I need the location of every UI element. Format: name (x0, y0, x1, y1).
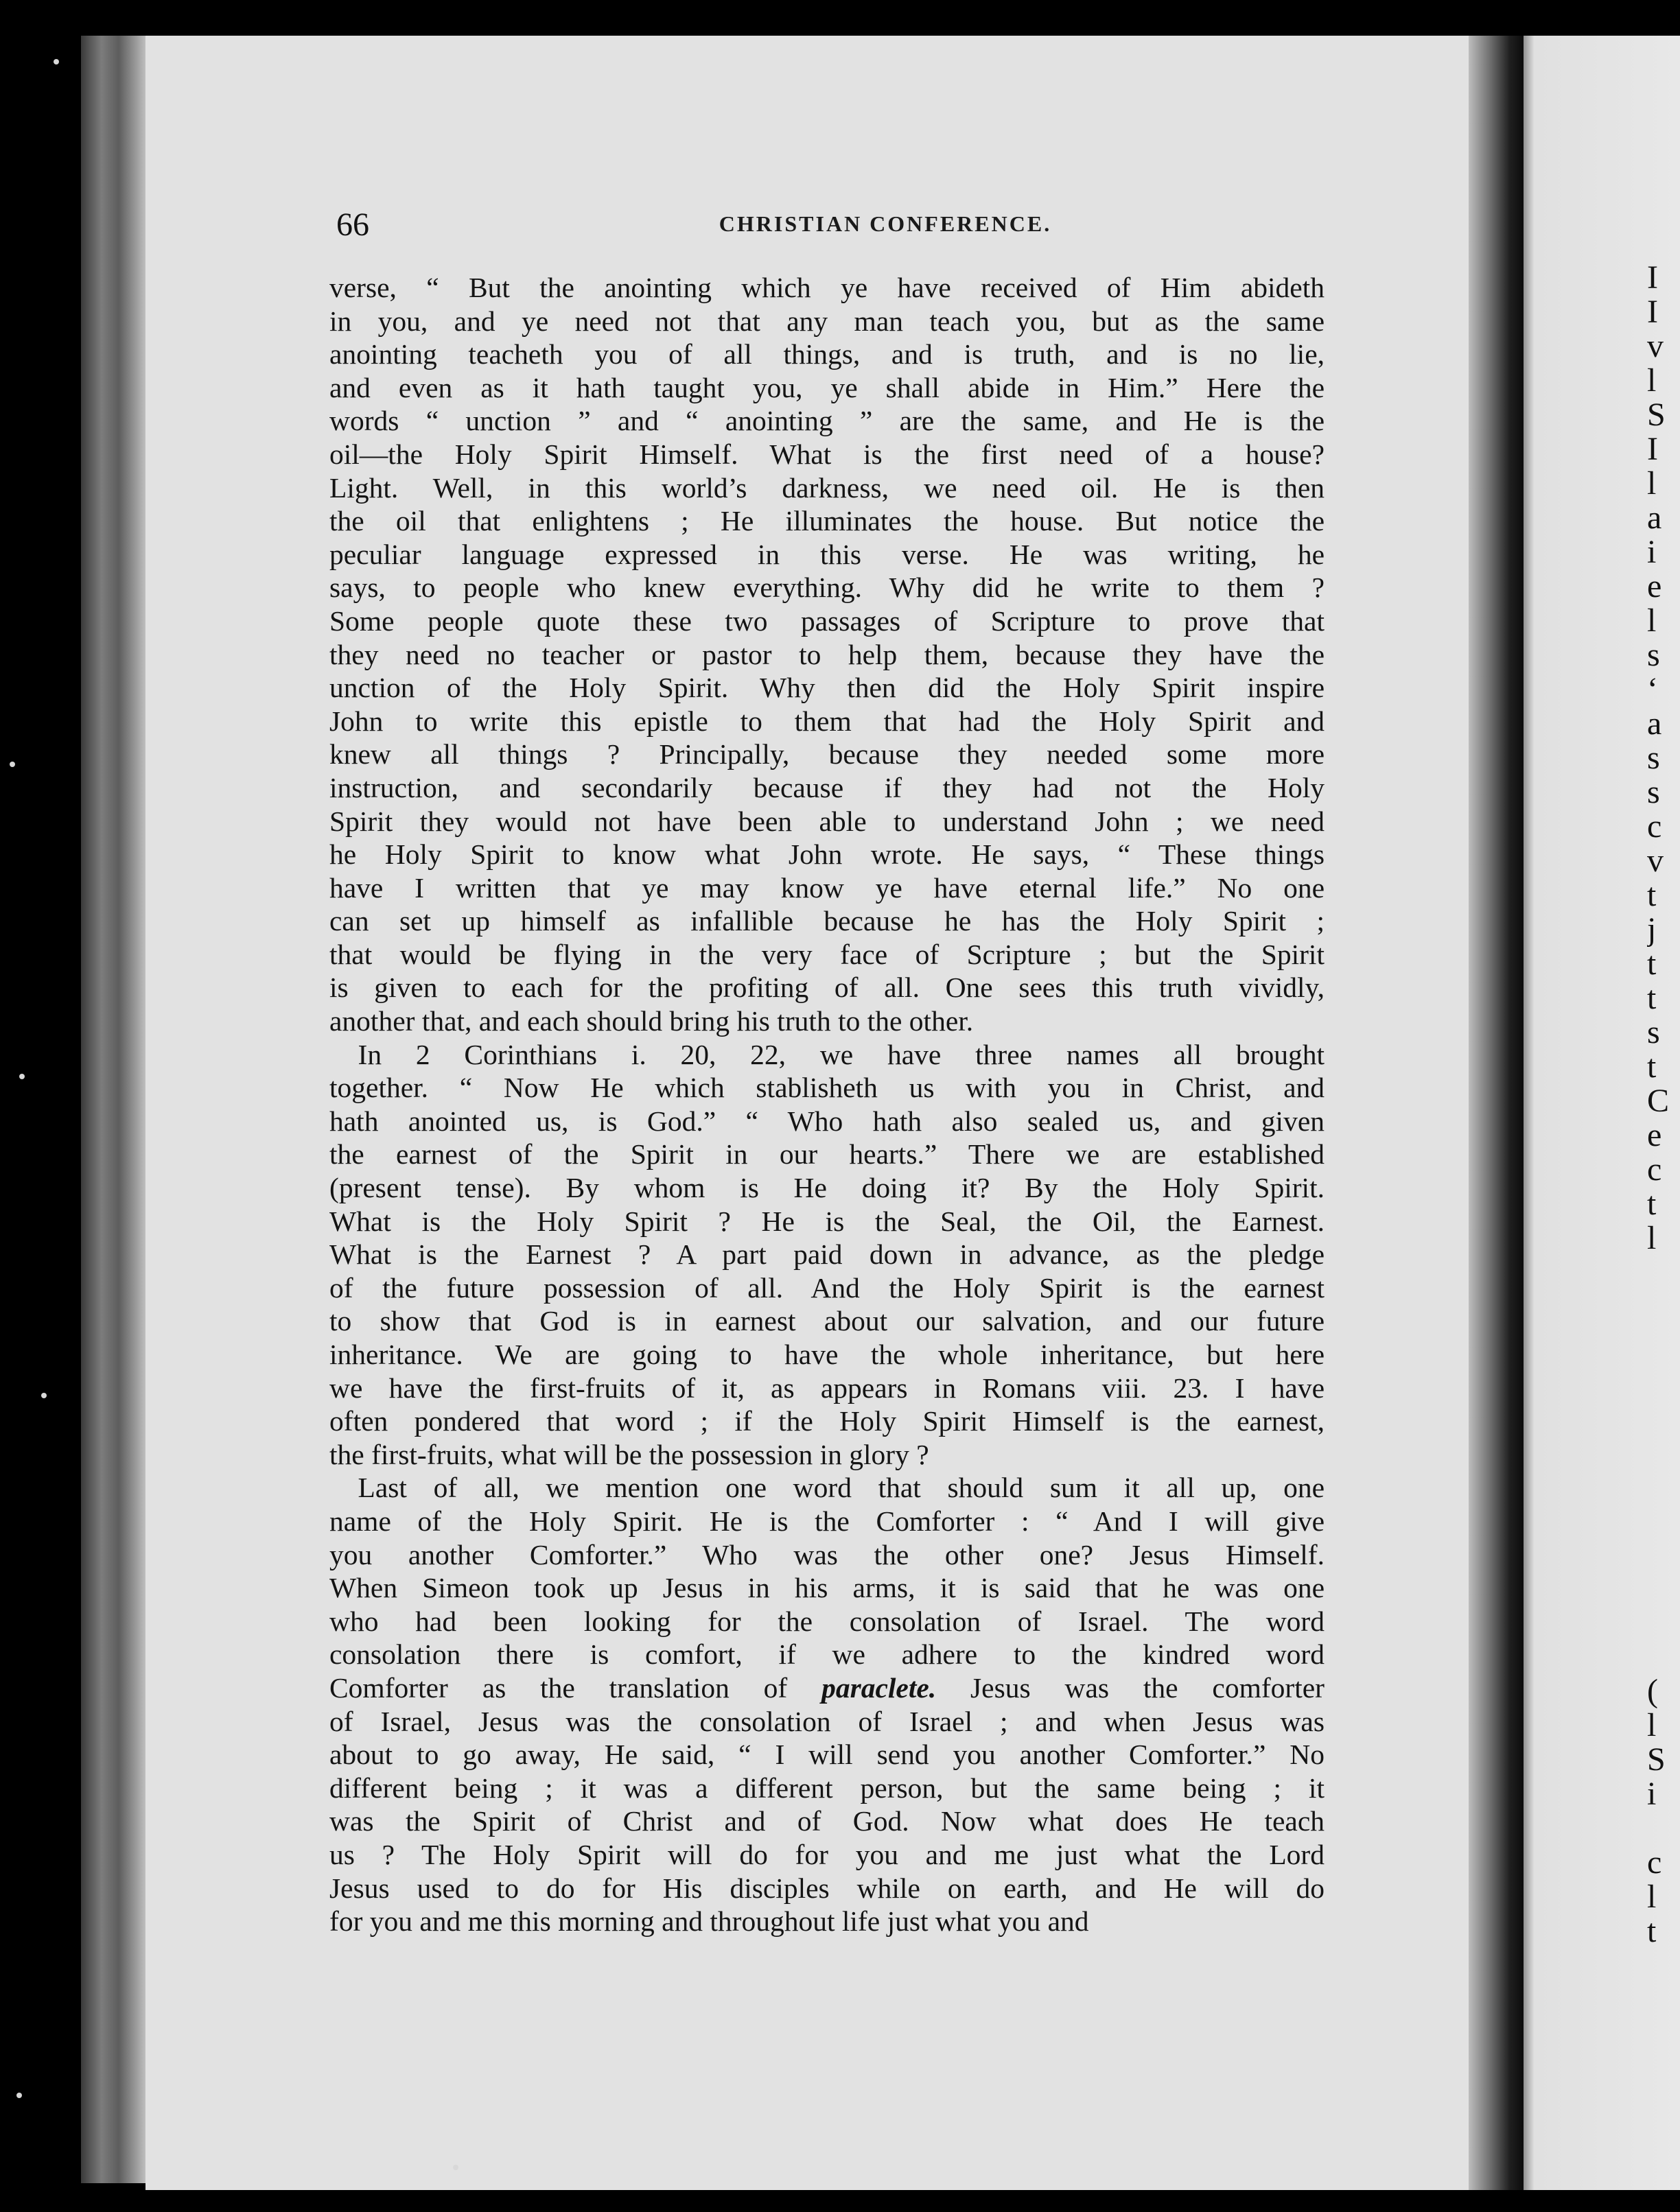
bleed-letter: S (1647, 1743, 1666, 1777)
bleed-letter: t (1647, 878, 1657, 913)
text-line: (present tense). By whom is He doing it? By the Holy Spirit. (329, 1172, 1325, 1204)
text-line: they need no teacher or pastor to help them, because they have the (329, 638, 1325, 670)
text-line: Last of all, we mention one word that should sum it all up, one (329, 1472, 1325, 1504)
bleed-letter: I (1647, 432, 1658, 467)
bleed-letter: s (1647, 638, 1660, 672)
bleed-letter: a (1647, 707, 1662, 741)
bleed-letter: l (1647, 1880, 1657, 1914)
text-line: about to go away, He said, “ I will send you another Comforter.” No (329, 1739, 1325, 1771)
text-line: in you, and ye need not that any man teach you, but as the same (329, 305, 1325, 337)
text-line: the earnest of the Spirit in our hearts.” There we are established (329, 1138, 1325, 1170)
bleed-letter: t (1647, 1914, 1657, 1949)
bleed-letter: l (1647, 1708, 1657, 1743)
bleed-letter: l (1647, 1221, 1657, 1256)
text-line: When Simeon took up Jesus in his arms, it is said that he was one (329, 1572, 1325, 1604)
text-line: have I written that ye may know ye have eternal life.” No one (329, 871, 1325, 904)
text-line: for you and me this morning and throughout life just what you and (329, 1905, 1089, 1938)
text-line: and even as it hath taught you, ye shall abide in Him.” Here the (329, 371, 1325, 403)
bleed-letter: l (1647, 467, 1657, 501)
text-line: Some people quote these two passages of Scripture to prove that (329, 604, 1325, 637)
running-head (336, 206, 1331, 247)
bleed-letter: j (1647, 913, 1657, 947)
text-line: he Holy Spirit to know what John wrote. He says, “ These things (329, 838, 1325, 871)
text-line: us ? The Holy Spirit will do for you and me just what the Lord (329, 1838, 1325, 1870)
text-line: another that, and each should bring his truth to the other. (329, 1005, 974, 1037)
text-line: says, to people who knew everything. Why did he write to them ? (329, 572, 1325, 604)
page-number: 66 (336, 207, 369, 243)
bleed-letter: t (1647, 947, 1657, 981)
text-line: of Israel, Jesus was the consolation of Israel ; and when Jesus was (329, 1705, 1325, 1737)
bleed-letter: e (1647, 569, 1662, 604)
bleed-letter: ( (1647, 1674, 1658, 1708)
bleed-letter: t (1647, 981, 1657, 1015)
text-line: to show that God is in earnest about our salvation, and our future (329, 1305, 1325, 1337)
text-line: consolation there is comfort, if we adhere to the kindred word (329, 1638, 1325, 1671)
text-line: words “ unction ” and “ anointing ” are the same, and He is the (329, 405, 1325, 437)
bleed-letter: ‘ (1647, 672, 1658, 707)
text-line: peculiar language expressed in this verse. He was writing, he (329, 538, 1325, 570)
bleed-letter (1647, 1811, 1680, 1846)
bleed-letter: s (1647, 775, 1660, 810)
text-line: can set up himself as infallible because he has the Holy Spirit ; (329, 905, 1325, 937)
bleed-letter: s (1647, 741, 1660, 775)
text-line: together. “ Now He which stablisheth us with you in Christ, and (329, 1072, 1325, 1104)
text-line: knew all things ? Principally, because they needed some more (329, 738, 1325, 770)
bleed-letter: i (1647, 535, 1657, 569)
text-line: verse, “ But the anointing which ye have received of Him abideth (329, 272, 1325, 303)
text-line: Spirit they would not have been able to understand John ; we need (329, 805, 1325, 837)
text-line: that would be flying in the very face of Scripture ; but the Spirit (329, 938, 1325, 970)
text-line: different being ; it was a different person, but the same being ; it (329, 1772, 1325, 1804)
text-line: What is the Holy Spirit ? He is the Seal, the Oil, the Earnest. (329, 1205, 1325, 1237)
facing-page-text-bleed-bottom (1647, 1674, 1680, 1949)
text-line: Comforter as the translation of paraclete. Jesus was the comforter (329, 1671, 1325, 1704)
text-line: Light. Well, in this world’s darkness, we need oil. He is then (329, 471, 1325, 504)
bleed-letter: l (1647, 604, 1657, 638)
text-line: hath anointed us, is God.” “ Who hath also sealed us, and given (329, 1105, 1325, 1137)
text-line: of the future possession of all. And the Holy Spirit is the earnest (329, 1271, 1325, 1304)
text-line: was the Spirit of Christ and of God. Now what does He teach (329, 1805, 1325, 1837)
bleed-letter: t (1647, 1187, 1657, 1221)
bleed-letter: v (1647, 329, 1664, 364)
text-line: often pondered that word ; if the Holy Spirit Himself is the earnest, (329, 1405, 1325, 1437)
text-line: What is the Earnest ? A part paid down in advance, as the pledge (329, 1238, 1325, 1271)
bleed-letter: c (1647, 1153, 1662, 1187)
text-line: inheritance. We are going to have the whole inheritance, but here (329, 1339, 1325, 1370)
bleed-letter: I (1647, 295, 1658, 329)
bleed-letter: t (1647, 1050, 1657, 1084)
text-line: is given to each for the profiting of all. One sees this truth vividly, (329, 972, 1325, 1004)
text-line: the first-fruits, what will be the possession in glory ? (329, 1438, 929, 1470)
text-line: name of the Holy Spirit. He is the Comforter : “ And I will give (329, 1505, 1325, 1537)
book-left-edge (81, 36, 150, 2183)
text-line: who had been looking for the consolation of Israel. The word (329, 1605, 1325, 1637)
facing-page-text-bleed-top (1647, 261, 1680, 1256)
running-title: CHRISTIAN CONFERENCE. (719, 211, 1052, 236)
bleed-letter: i (1647, 1777, 1657, 1811)
bleed-letter: l (1647, 364, 1657, 398)
bleed-letter: C (1647, 1084, 1670, 1118)
text-line: Jesus used to do for His disciples while on earth, and He will do (329, 1872, 1325, 1904)
text-line: you another Comforter.” Who was the other one? Jesus Himself. (329, 1538, 1325, 1570)
text-line: instruction, and secondarily because if they had not the Holy (329, 771, 1325, 803)
text-line: John to write this epistle to them that had the Holy Spirit and (329, 705, 1325, 737)
text-line: anointing teacheth you of all things, and is truth, and is no lie, (329, 338, 1325, 370)
bleed-letter: a (1647, 501, 1662, 535)
body-text (329, 271, 1325, 1938)
bleed-letter: v (1647, 844, 1664, 878)
bleed-letter: c (1647, 1846, 1662, 1880)
bleed-letter: e (1647, 1118, 1662, 1153)
book-gutter (1469, 36, 1524, 2190)
text-line: we have the first-fruits of it, as appears in Romans viii. 23. I have (329, 1372, 1325, 1404)
text-line: the oil that enlightens ; He illuminates the house. But notice the (329, 505, 1325, 537)
bleed-letter: s (1647, 1015, 1660, 1050)
bleed-letter: c (1647, 810, 1662, 844)
bleed-letter: S (1647, 398, 1666, 432)
text-line: In 2 Corinthians i. 20, 22, we have three names all brought (329, 1038, 1325, 1070)
text-line: oil—the Holy Spirit Himself. What is the first need of a house? (329, 438, 1325, 470)
text-line: unction of the Holy Spirit. Why then did the Holy Spirit inspire (329, 672, 1325, 704)
bleed-letter: I (1647, 261, 1658, 295)
